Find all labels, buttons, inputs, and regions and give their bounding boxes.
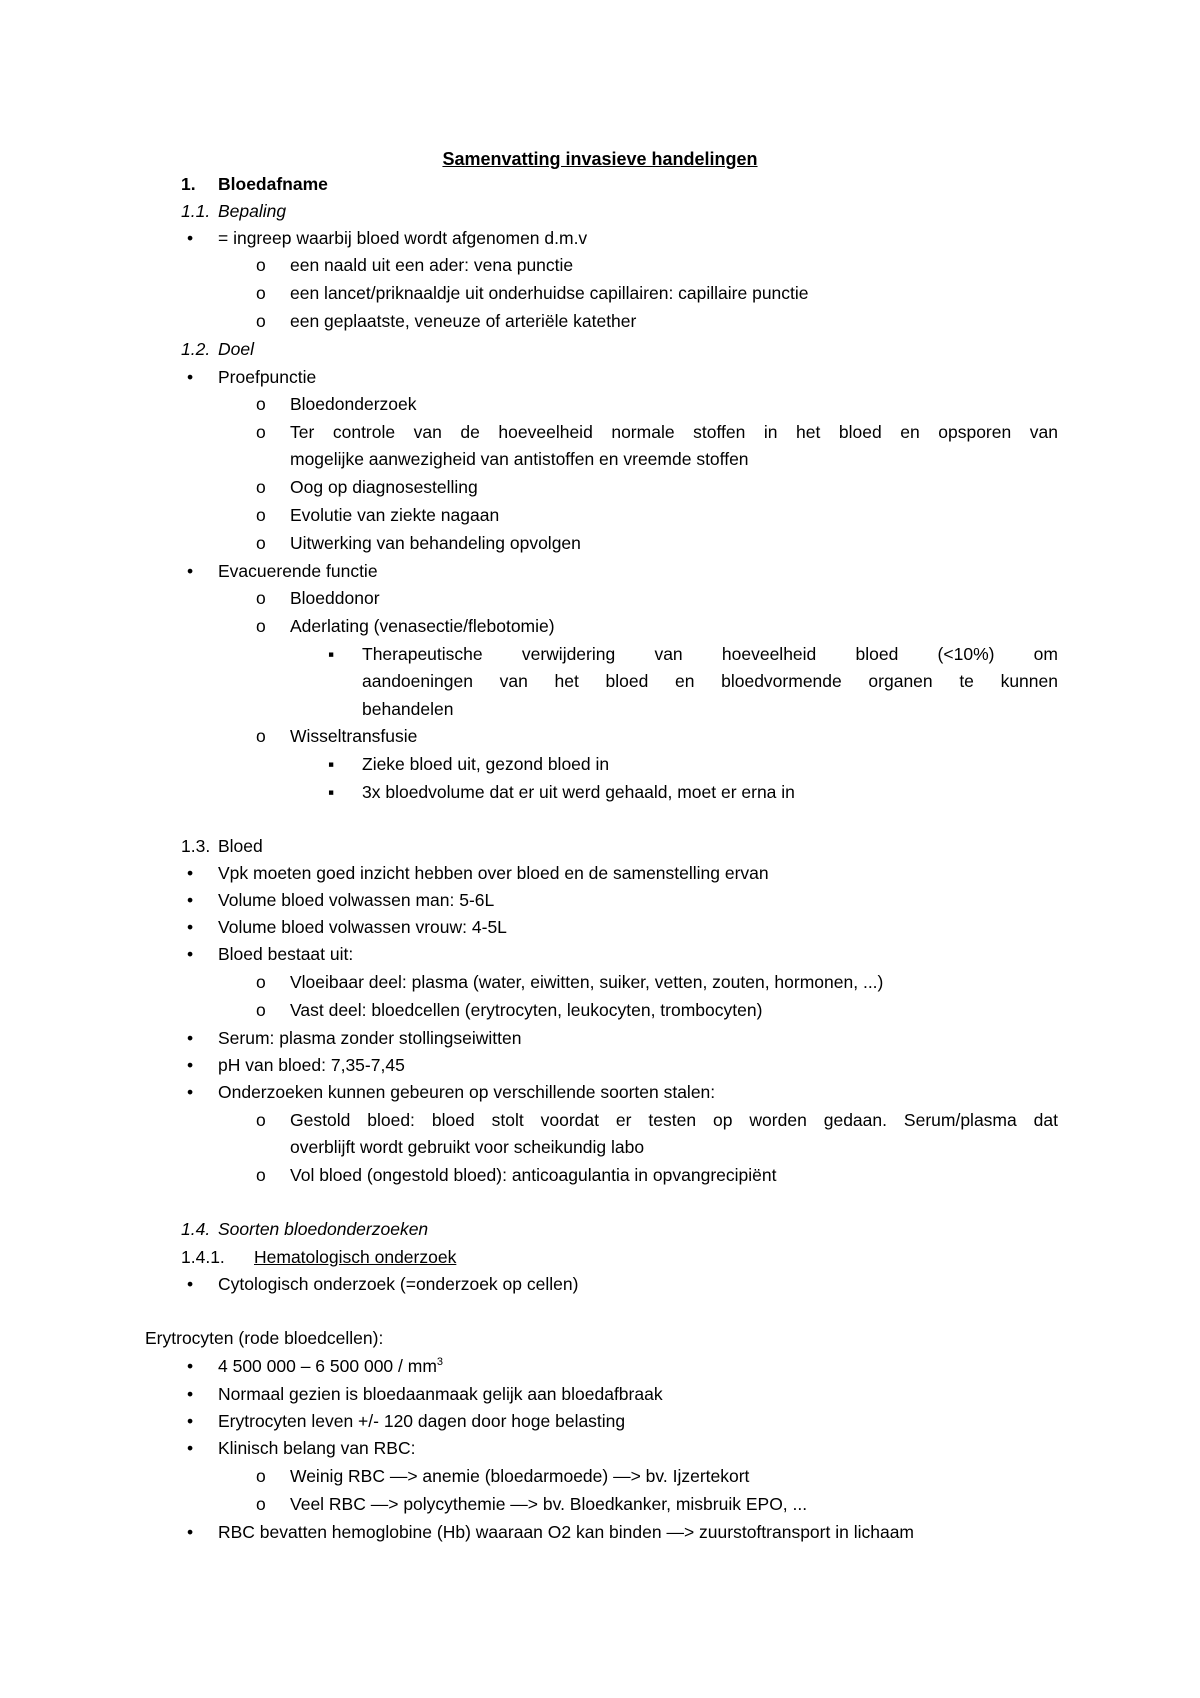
bullet-circle-icon: o [256, 477, 266, 497]
list-item: Volume bloed volwassen man: 5-6L [218, 890, 495, 910]
list-item: Serum: plasma zonder stollingseiwitten [218, 1028, 522, 1048]
list-item: Bloed bestaat uit: [218, 944, 354, 964]
list-item: Proefpunctie [218, 367, 317, 387]
list-item: 3x bloedvolume dat er uit werd gehaald, moet er erna in [362, 782, 795, 802]
bullet-disc-icon: • [187, 1411, 194, 1431]
subheading-number: 1.3. [181, 836, 211, 856]
list-item: Zieke bloed uit, gezond bloed in [362, 754, 610, 774]
bullet-disc-icon: • [187, 890, 194, 910]
subheading-number: 1.4. [181, 1219, 211, 1239]
subsubheading-hematologisch-onderzoek: Hematologisch onderzoek [254, 1247, 457, 1267]
list-item: Evolutie van ziekte nagaan [290, 505, 500, 525]
subheading-bloed: Bloed [218, 836, 263, 856]
bullet-circle-icon: o [256, 1466, 266, 1486]
bullet-disc-icon: • [187, 1055, 194, 1075]
document-title: Samenvatting invasieve handelingen [442, 149, 758, 169]
list-item-continuation: behandelen [362, 699, 454, 719]
list-item-continuation: mogelijke aanwezigheid van antistoffen en vreemde stoffen [290, 449, 749, 469]
bullet-disc-icon: • [187, 1522, 194, 1542]
heading-bloedafname: Bloedafname [218, 174, 328, 194]
bullet-circle-icon: o [256, 505, 266, 525]
bullet-disc-icon: • [187, 561, 194, 581]
list-item: Therapeutische verwijdering van hoeveelheid bloed (<10%) om [362, 644, 1058, 664]
bullet-disc-icon: • [187, 863, 194, 883]
list-item: Wisseltransfusie [290, 726, 418, 746]
bullet-disc-icon: • [187, 1384, 194, 1404]
bullet-circle-icon: o [256, 422, 266, 442]
list-item: Oog op diagnosestelling [290, 477, 478, 497]
bullet-square-icon: ▪ [328, 644, 335, 664]
subheading-number: 1.2. [181, 339, 211, 359]
superscript: 3 [436, 1356, 444, 1368]
list-item: Evacuerende functie [218, 561, 378, 581]
bullet-disc-icon: • [187, 367, 194, 387]
list-item: Volume bloed volwassen vrouw: 4-5L [218, 917, 507, 937]
bullet-circle-icon: o [256, 311, 266, 331]
list-item: Vpk moeten goed inzicht hebben over bloed en de samenstelling ervan [218, 863, 769, 883]
list-item: Onderzoeken kunnen gebeuren op verschillende soorten stalen: [218, 1082, 716, 1102]
bullet-square-icon: ▪ [328, 782, 335, 802]
list-item: Normaal gezien is bloedaanmaak gelijk aan bloedafbraak [218, 1384, 663, 1404]
bullet-circle-icon: o [256, 394, 266, 414]
bullet-disc-icon: • [187, 1274, 194, 1294]
bullet-circle-icon: o [256, 588, 266, 608]
list-item: pH van bloed: 7,35-7,45 [218, 1055, 405, 1075]
list-item: Uitwerking van behandeling opvolgen [290, 533, 581, 553]
subheading-doel: Doel [218, 339, 254, 359]
subheading-soorten-bloedonderzoeken: Soorten bloedonderzoeken [218, 1219, 429, 1239]
bullet-circle-icon: o [256, 255, 266, 275]
list-item: een naald uit een ader: vena punctie [290, 255, 574, 275]
subsubheading-number: 1.4.1. [181, 1247, 225, 1267]
list-item: Veel RBC —> polycythemie —> bv. Bloedkanker, misbruik EPO, ... [290, 1494, 808, 1514]
list-item: Weinig RBC —> anemie (bloedarmoede) —> bv. Ijzertekort [290, 1466, 750, 1486]
bullet-circle-icon: o [256, 1110, 266, 1130]
bullet-circle-icon: o [256, 616, 266, 636]
bullet-disc-icon: • [187, 228, 194, 248]
list-item: Bloedonderzoek [290, 394, 417, 414]
bullet-square-icon: ▪ [328, 754, 335, 774]
list-item: = ingreep waarbij bloed wordt afgenomen d.m.v [218, 228, 588, 248]
bullet-disc-icon: • [187, 1028, 194, 1048]
bullet-circle-icon: o [256, 726, 266, 746]
subheading-number: 1.1. [181, 201, 211, 221]
bullet-circle-icon: o [256, 1000, 266, 1020]
paragraph-heading-erytrocyten: Erytrocyten (rode bloedcellen): [145, 1328, 384, 1348]
bullet-circle-icon: o [256, 533, 266, 553]
list-item-continuation: overblijft wordt gebruikt voor scheikundig labo [290, 1137, 645, 1157]
list-item: Ter controle van de hoeveelheid normale stoffen in het bloed en opsporen van [290, 422, 1058, 442]
count-value: 4 500 000 – 6 500 000 / mm [218, 1356, 437, 1376]
bullet-circle-icon: o [256, 972, 266, 992]
list-item [218, 1356, 443, 1376]
list-item: Vast deel: bloedcellen (erytrocyten, leukocyten, trombocyten) [290, 1000, 763, 1020]
bullet-disc-icon: • [187, 1438, 194, 1458]
bullet-circle-icon: o [256, 283, 266, 303]
heading-number: 1. [181, 174, 196, 194]
list-item: Cytologisch onderzoek (=onderzoek op cellen) [218, 1274, 579, 1294]
bullet-disc-icon: • [187, 1082, 194, 1102]
bullet-disc-icon: • [187, 944, 194, 964]
list-item: Bloeddonor [290, 588, 380, 608]
list-item: RBC bevatten hemoglobine (Hb) waaraan O2 kan binden —> zuurstoftransport in lichaam [218, 1522, 915, 1542]
list-item-continuation: aandoeningen van het bloed en bloedvormende organen te kunnen [362, 671, 1058, 691]
subheading-bepaling: Bepaling [218, 201, 287, 221]
bullet-circle-icon: o [256, 1165, 266, 1185]
list-item: Gestold bloed: bloed stolt voordat er testen op worden gedaan. Serum/plasma dat [290, 1110, 1058, 1130]
list-item: een geplaatste, veneuze of arteriële katether [290, 311, 637, 331]
list-item: een lancet/priknaaldje uit onderhuidse capillairen: capillaire punctie [290, 283, 809, 303]
bullet-disc-icon: • [187, 917, 194, 937]
list-item: Klinisch belang van RBC: [218, 1438, 416, 1458]
bullet-circle-icon: o [256, 1494, 266, 1514]
list-item: Aderlating (venasectie/flebotomie) [290, 616, 555, 636]
list-item: Erytrocyten leven +/- 120 dagen door hoge belasting [218, 1411, 626, 1431]
list-item: Vloeibaar deel: plasma (water, eiwitten, suiker, vetten, zouten, hormonen, ...) [290, 972, 884, 992]
bullet-disc-icon: • [187, 1356, 194, 1376]
list-item: Vol bloed (ongestold bloed): anticoagulantia in opvangrecipiënt [290, 1165, 777, 1185]
